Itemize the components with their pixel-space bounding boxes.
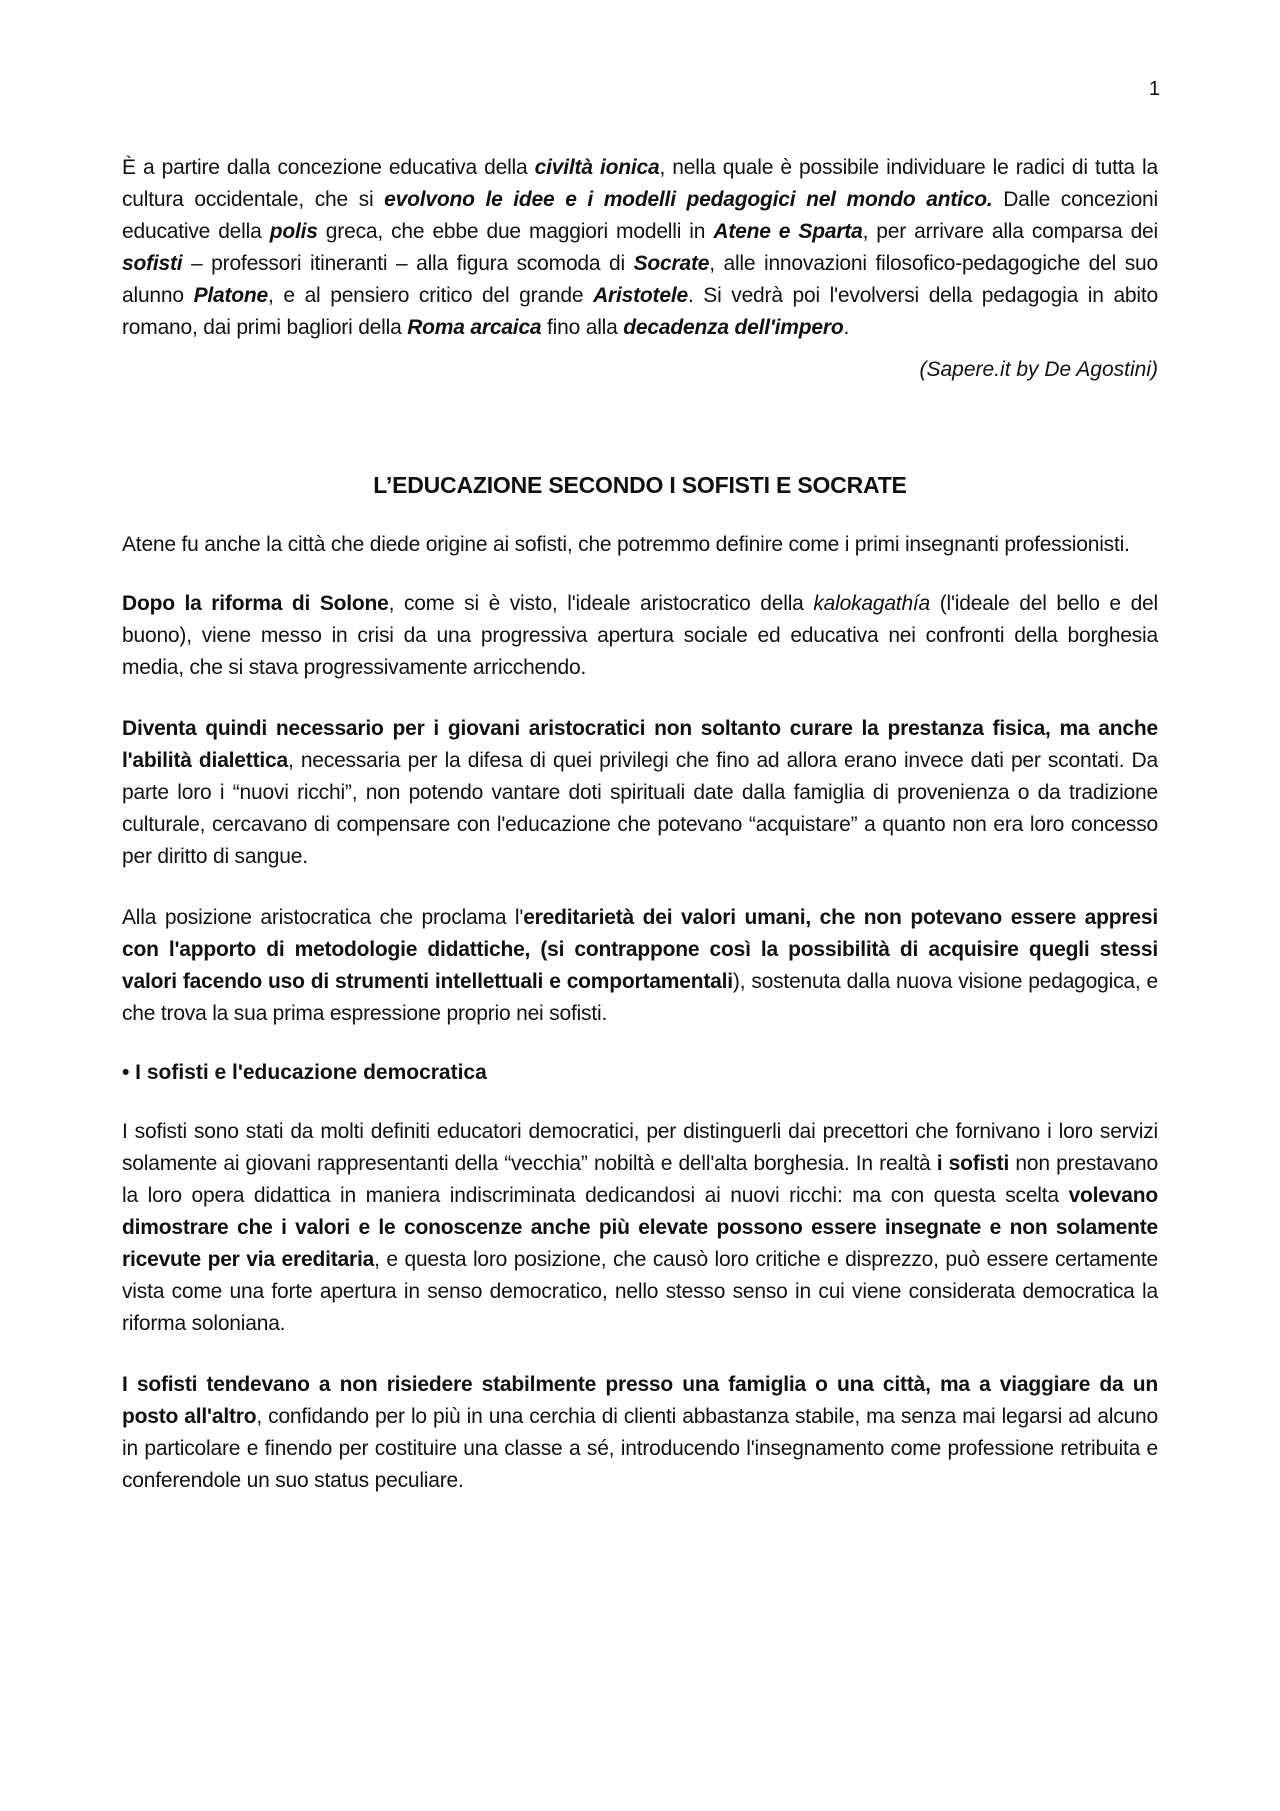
text-span: . Si vedrà poi l'evolversi della pedagogia in abito romano, dai primi bagliori della <box>122 284 1158 339</box>
text-span: , nella quale è possibile individuare le radici di tutta la cultura occidentale, che si <box>122 156 1158 211</box>
text-span: , alle innovazioni filosofico-pedagogiche del suo alunno <box>122 252 1158 307</box>
text-span: . <box>843 316 850 339</box>
italic-span: kalokagathía <box>813 592 931 615</box>
text-span: È a partire dalla concezione educativa della <box>122 156 535 179</box>
text-span: Dalle concezioni educative della <box>122 188 1158 243</box>
paragraph-educatori-democratici <box>122 1116 1158 1340</box>
bold-span: ereditarietà dei valori umani, che non potevano essere appresi con l'apporto di metodologie didattiche, (si contrappone così la possibilità di acquisire quegli stessi valori facendo uso di strumenti intellettuali e comportamentali <box>122 906 1158 993</box>
text-span: ), sostenuta dalla nuova visione pedagogica, e che trova la sua prima espressione proprio nei sofisti. <box>122 970 1158 1025</box>
page-number: 1 <box>1148 78 1160 100</box>
text-span: , e questa loro posizione, che causò loro critiche e disprezzo, può essere certamente vista come una forte apertura in senso democratico, nello stesso senso in cui viene considerata democratica la riforma soloniana. <box>122 1248 1158 1335</box>
text-span: , necessaria per la difesa di quei privilegi che fino ad allora erano invece dati per scontati. Da parte loro i “nuovi ricchi”, non potendo vantare doti spirituali date dalla famiglia di provenienza o da tradizione culturale, cercavano di compensare con l'educazione che potevano “acquistare” a quanto non era loro concesso per diritto di sangue. <box>122 749 1158 868</box>
section-heading: L’EDUCAZIONE SECONDO I SOFISTI E SOCRATE <box>373 472 907 498</box>
bold-span: I sofisti tendevano a non risiedere stabilmente presso una famiglia o una città, ma a viaggiare da un posto all'altro <box>122 1373 1158 1428</box>
emphasis-platone: Platone <box>193 284 269 307</box>
text-span: , come si è visto, l'ideale aristocratico della <box>388 592 814 615</box>
bold-span: Diventa quindi necessario per i giovani aristocratici non soltanto curare la prestanza fisica, ma anche l'abilità dialettica <box>122 717 1158 772</box>
emphasis-sofisti: sofisti <box>122 252 183 275</box>
text-span: , per arrivare alla comparsa dei <box>862 220 1158 243</box>
paragraph-solone <box>122 588 1158 684</box>
paragraph-abilita-dialettica <box>122 713 1158 873</box>
text-span: non prestavano la loro opera didattica in maniera indiscriminata dedicandosi ai nuovi ricchi: ma con questa scelta <box>122 1152 1158 1207</box>
text-span: – professori itineranti – alla figura scomoda di <box>182 252 634 275</box>
emphasis-modelli: evolvono le idee e i modelli pedagogici nel mondo antico. <box>384 188 993 211</box>
emphasis-socrate: Socrate <box>633 252 710 275</box>
emphasis-atene-sparta: Atene e Sparta <box>713 220 863 243</box>
emphasis-civilta-ionica: civiltà ionica <box>534 156 660 179</box>
paragraph-itineranti <box>122 1369 1158 1497</box>
text-span: fino alla <box>541 316 624 339</box>
emphasis-decadenza: decadenza dell'impero <box>623 316 844 339</box>
text-span: , e al pensiero critico del grande <box>268 284 594 307</box>
subheading-sofisti-democrazia: • I sofisti e l'educazione democratica <box>122 1061 487 1084</box>
text-span: Alla posizione aristocratica che proclama l' <box>122 906 524 929</box>
paragraph-atene: Atene fu anche la città che diede origine ai sofisti, che potremmo definire come i primi insegnanti professionisti. <box>122 533 1130 556</box>
text-span: I sofisti sono stati da molti definiti educatori democratici, per distinguerli dai precettori che fornivano i loro servizi solamente ai giovani rappresentanti della “vecchia” nobiltà e dell'alta borghesia. In realtà <box>122 1120 1158 1175</box>
document-body <box>122 152 1158 1497</box>
bold-span: i sofisti <box>936 1152 1010 1175</box>
emphasis-aristotele: Aristotele <box>593 284 688 307</box>
text-span: (l'ideale del bello e del buono), viene messo in crisi da una progressiva apertura sociale ed educativa nei confronti della borghesia media, che si stava progressivamente arricchendo. <box>122 592 1158 679</box>
text-span: , confidando per lo più in una cerchia di clienti abbastanza stabile, ma senza mai legarsi ad alcuno in particolare e finendo per costituire una classe a sé, introducendo l'insegnamento come professione retribuita e conferendole un suo status peculiare. <box>122 1405 1158 1492</box>
text-span: greca, che ebbe due maggiori modelli in <box>317 220 714 243</box>
paragraph-ereditarieta <box>122 902 1158 1030</box>
emphasis-roma-arcaica: Roma arcaica <box>407 316 542 339</box>
bold-span: volevano dimostrare che i valori e le conoscenze anche più elevate possono essere insegnate e non solamente ricevute per via ereditaria <box>122 1184 1158 1271</box>
bold-span: Dopo la riforma di Solone <box>122 592 389 615</box>
source-citation: (Sapere.it by De Agostini) <box>919 358 1158 381</box>
emphasis-polis: polis <box>269 220 318 243</box>
intro-paragraph <box>122 152 1158 344</box>
